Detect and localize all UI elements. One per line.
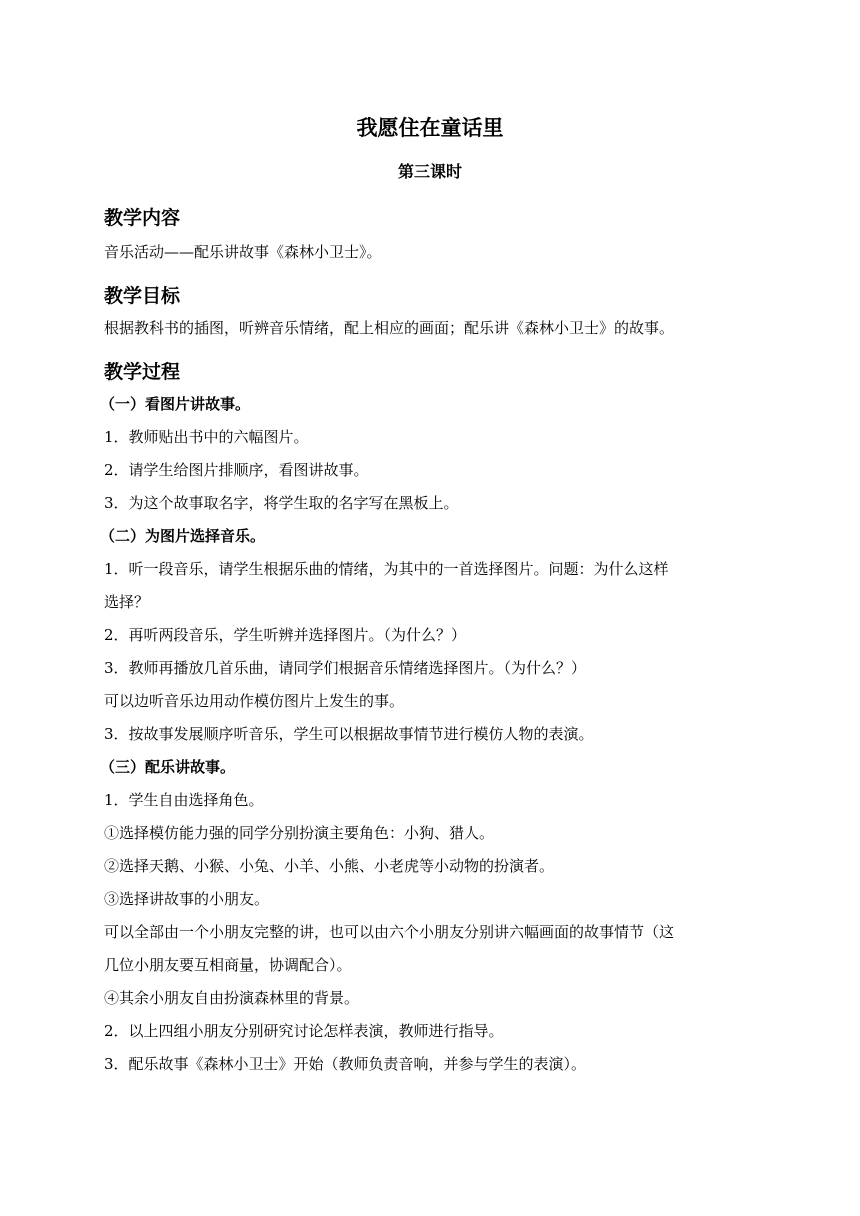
list-item: 2．再听两段音乐，学生听辨并选择图片。（为什么？） [104,626,467,644]
list-item: 1．听一段音乐，请学生根据乐曲的情绪，为其中的一首选择图片。问题：为什么这样 [104,560,669,578]
list-item: 2．请学生给图片排顺序，看图讲故事。 [104,461,369,479]
list-item: ③选择讲故事的小朋友。 [104,890,270,908]
document-title: 我愿住在童话里 [356,116,504,140]
heading-teaching-process: 教学过程 [104,361,181,383]
list-item: 3．为这个故事取名字，将学生取的名字写在黑板上。 [104,494,459,512]
paragraph-teaching-content: 音乐活动——配乐讲故事《森林小卫士》。 [104,243,382,261]
document-subtitle: 第三课时 [397,162,462,181]
list-item: 2．以上四组小朋友分别研究讨论怎样表演，教师进行指导。 [104,1022,504,1040]
list-item: 1．教师贴出书中的六幅图片。 [104,428,309,446]
list-item: 3．按故事发展顺序听音乐，学生可以根据故事情节进行模仿人物的表演。 [104,725,594,743]
subheading-part1: （一）看图片讲故事。 [100,395,251,413]
list-item: 可以边听音乐边用动作模仿图片上发生的事。 [104,692,405,710]
list-item: 选择？ [104,593,150,611]
list-item: 可以全部由一个小朋友完整的讲，也可以由六个小朋友分别讲六幅画面的故事情节（这 [104,923,675,941]
list-item: ④其余小朋友自由扮演森林里的背景。 [104,989,360,1007]
list-item: 几位小朋友要互相商量，协调配合）。 [104,956,352,974]
subheading-part2: （二）为图片选择音乐。 [100,527,266,545]
list-item: ②选择天鹅、小猴、小兔、小羊、小熊、小老虎等小动物的扮演者。 [104,857,555,875]
heading-teaching-goal: 教学目标 [104,285,181,307]
subheading-part3: （三）配乐讲故事。 [100,758,236,776]
list-item: 1．学生自由选择角色。 [104,791,264,809]
document-body [100,202,764,1081]
list-item: 3．教师再播放几首乐曲，请同学们根据音乐情绪选择图片。（为什么？） [104,659,587,677]
list-item: ①选择模仿能力强的同学分别扮演主要角色：小狗、猎人。 [104,824,495,842]
heading-teaching-content: 教学内容 [104,207,181,229]
paragraph-teaching-goal: 根据教科书的插图，听辨音乐情绪，配上相应的画面；配乐讲《森林小卫士》的故事。 [104,319,675,337]
list-item: 3．配乐故事《森林小卫士》开始（教师负责音响，并参与学生的表演）。 [104,1055,587,1073]
